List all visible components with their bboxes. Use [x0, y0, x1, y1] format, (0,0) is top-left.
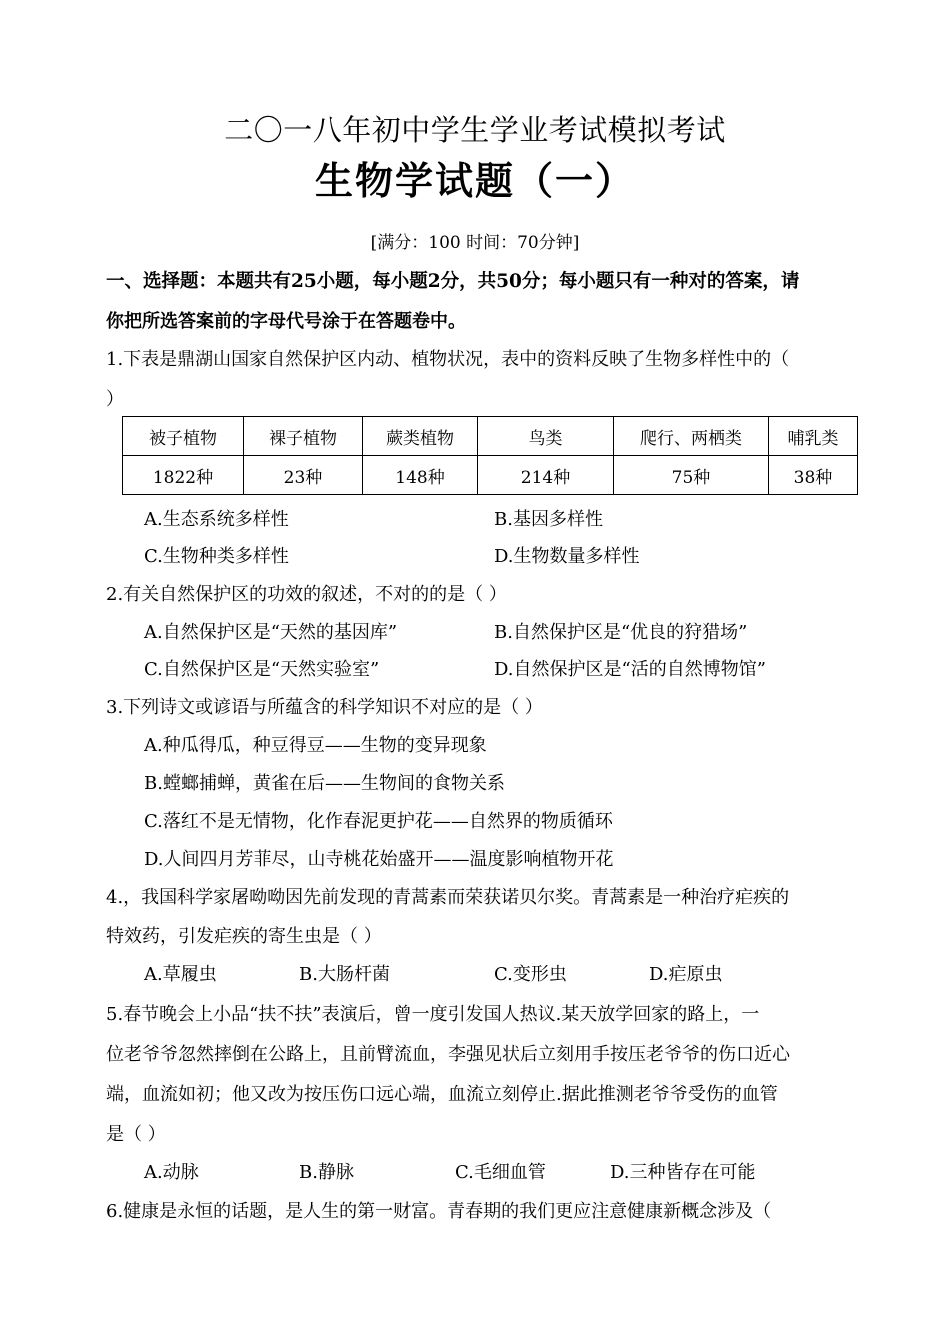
q4-option-b[interactable]: B.大肠杆菌 [299, 964, 390, 985]
exam-title: 二〇一八年初中学生学业考试模拟考试 [224, 113, 726, 147]
q6-stem-line1: 6.健康是永恒的话题，是人生的第一财富。青春期的我们更应注意健康新概念涉及（ [106, 1201, 772, 1222]
q3-stem: 3.下列诗文或谚语与所蕴含的科学知识不对应的是（ ） [106, 697, 543, 718]
q1-option-a[interactable]: A.生态系统多样性 [144, 509, 289, 530]
table-header-cell: 蕨类植物 [363, 417, 478, 456]
q1-stem-line1: 1.下表是鼎湖山国家自然保护区内动、植物状况，表中的资料反映了生物多样性中的（ [106, 349, 790, 370]
q5-option-d[interactable]: D.三种皆存在可能 [610, 1162, 756, 1183]
q2-option-d[interactable]: D.自然保护区是“活的自然博物馆” [494, 659, 766, 680]
exam-meta: [满分：100 时间：70分钟] [370, 233, 580, 253]
table-cell: 75种 [614, 456, 769, 495]
table-header-cell: 裸子植物 [244, 417, 363, 456]
q4-option-a[interactable]: A.草履虫 [144, 964, 217, 985]
q3-option-a[interactable]: A.种瓜得瓜，种豆得豆——生物的变异现象 [144, 735, 487, 756]
table-cell: 38种 [769, 456, 858, 495]
table-header-cell: 哺乳类 [769, 417, 858, 456]
section-instructions-line1: 一、选择题：本题共有25小题，每小题2分，共50分；每小题只有一种对的答案，请 [106, 271, 800, 292]
table-header-cell: 爬行、两栖类 [614, 417, 769, 456]
q1-stem-line2: ） [106, 389, 124, 410]
exam-subtitle: 生物学试题（一） [314, 158, 635, 203]
q2-stem: 2.有关自然保护区的功效的叙述，不对的的是（ ） [106, 584, 507, 605]
q4-option-c[interactable]: C.变形虫 [494, 964, 567, 985]
table-row [123, 456, 858, 495]
q5-option-b[interactable]: B.静脉 [299, 1162, 354, 1183]
table-cell: 23种 [244, 456, 363, 495]
q5-stem-line2: 位老爷爷忽然摔倒在公路上，且前臂流血，李强见状后立刻用手按压老爷爷的伤口近心 [106, 1044, 790, 1065]
q5-option-c[interactable]: C.毛细血管 [455, 1162, 546, 1183]
table-cell: 1822种 [123, 456, 244, 495]
table-header-row [123, 417, 858, 456]
q5-stem-line1: 5.春节晚会上小品“扶不扶”表演后，曾一度引发国人热议.某天放学回家的路上，一 [106, 1004, 760, 1025]
table-cell: 148种 [363, 456, 478, 495]
table-header-cell: 鸟类 [478, 417, 614, 456]
q1-option-c[interactable]: C.生物种类多样性 [144, 546, 289, 567]
q4-option-d[interactable]: D.疟原虫 [649, 964, 723, 985]
species-table [122, 416, 858, 495]
q1-option-b[interactable]: B.基因多样性 [494, 509, 603, 530]
section-instructions-line2: 你把所选答案前的字母代号涂于在答题卷中。 [106, 311, 466, 332]
q4-stem-line1: 4.，我国科学家屠呦呦因先前发现的青蒿素而荣获诺贝尔奖。青蒿素是一种治疗疟疾的 [106, 887, 790, 908]
q3-option-c[interactable]: C.落红不是无情物，化作春泥更护花——自然界的物质循环 [144, 811, 613, 832]
q1-option-d[interactable]: D.生物数量多样性 [494, 546, 640, 567]
q4-stem-line2: 特效药，引发疟疾的寄生虫是（ ） [106, 926, 382, 947]
q5-stem-line4: 是（ ） [106, 1124, 166, 1145]
table-cell: 214种 [478, 456, 614, 495]
q2-option-a[interactable]: A.自然保护区是“天然的基因库” [144, 622, 398, 643]
q3-option-d[interactable]: D.人间四月芳菲尽，山寺桃花始盛开——温度影响植物开花 [144, 849, 614, 870]
q3-option-b[interactable]: B.螳螂捕蝉，黄雀在后——生物间的食物关系 [144, 773, 505, 794]
q5-option-a[interactable]: A.动脉 [144, 1162, 199, 1183]
q5-stem-line3: 端，血流如初；他又改为按压伤口远心端，血流立刻停止.据此推测老爷爷受伤的血管 [106, 1084, 778, 1105]
q2-option-b[interactable]: B.自然保护区是“优良的狩猎场” [494, 622, 748, 643]
q2-option-c[interactable]: C.自然保护区是“天然实验室” [144, 659, 380, 680]
table-header-cell: 被子植物 [123, 417, 244, 456]
